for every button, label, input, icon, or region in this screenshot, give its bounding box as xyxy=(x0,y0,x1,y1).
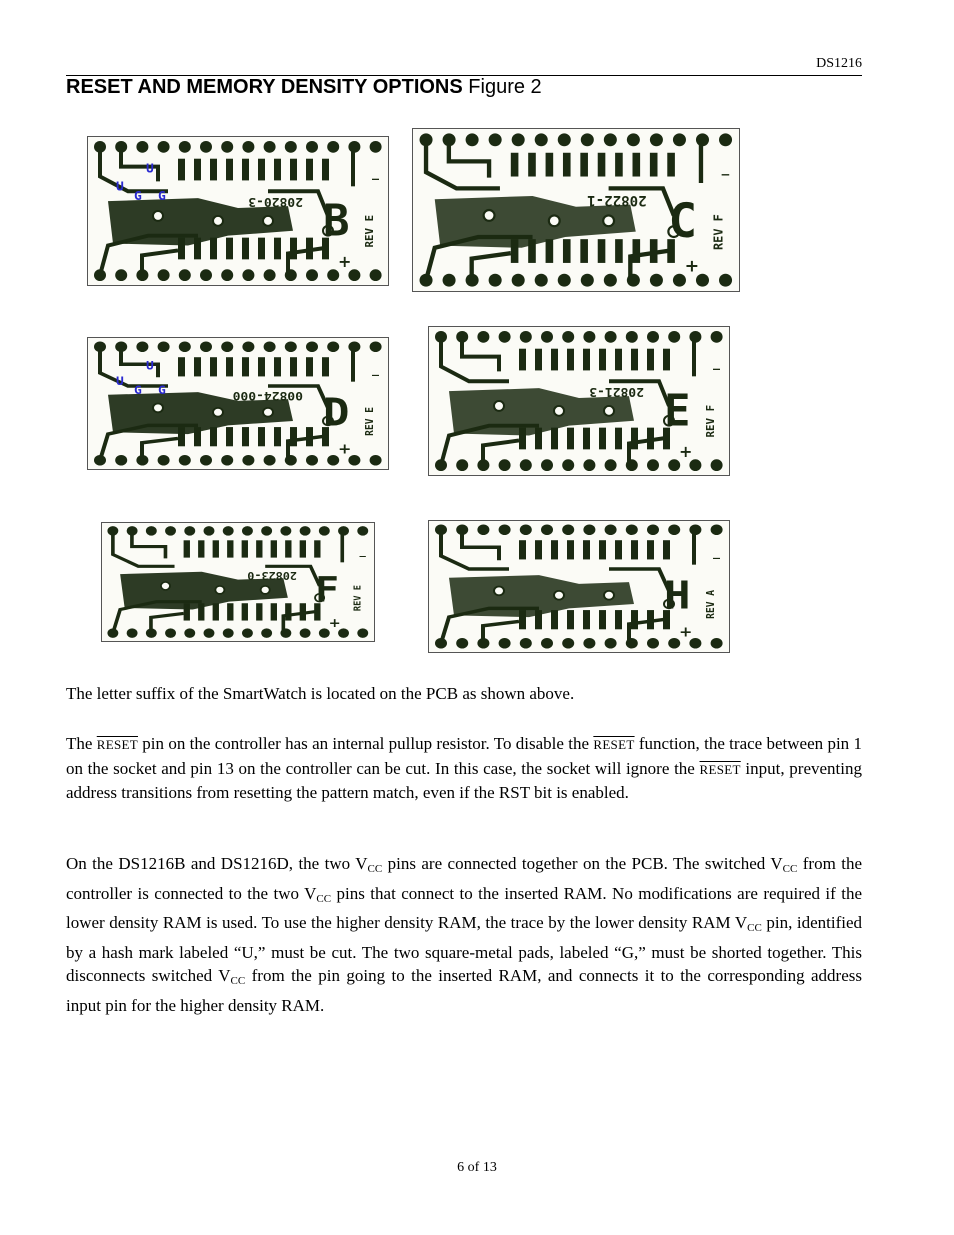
pcb-board-e xyxy=(428,326,730,476)
density-mark: U xyxy=(116,374,124,388)
density-mark: G xyxy=(158,383,166,397)
pcb-artwork xyxy=(88,137,388,285)
minus-sign: _ xyxy=(371,164,379,181)
board-part-number: 20820-3 xyxy=(248,194,303,210)
pcb-board-c xyxy=(412,128,740,292)
board-revision: REV E xyxy=(363,406,377,436)
minus-sign: _ xyxy=(713,354,720,371)
reset-signal-label: RESET xyxy=(593,737,635,752)
density-mark: G xyxy=(134,189,142,205)
figure-title-bold: RESET AND MEMORY DENSITY OPTIONS xyxy=(66,76,463,98)
density-mark: G xyxy=(158,189,166,205)
pcb-board-d xyxy=(87,337,389,470)
reset-signal-label: RESET xyxy=(96,737,138,752)
board-revision: REV E xyxy=(362,214,377,248)
board-suffix-letter: H xyxy=(664,572,691,618)
plus-sign: + xyxy=(328,615,341,631)
pcb-artwork xyxy=(429,521,729,652)
pcb-artwork xyxy=(88,338,388,469)
board-revision: REV F xyxy=(703,404,718,438)
plus-sign: + xyxy=(338,440,352,458)
plus-sign: + xyxy=(679,623,693,641)
board-suffix-letter: E xyxy=(664,385,691,437)
pcb-artwork xyxy=(102,523,374,641)
density-mark: U xyxy=(116,179,124,195)
density-mark: G xyxy=(134,383,142,397)
board-suffix-letter: B xyxy=(323,195,350,247)
figure-caption: The letter suffix of the SmartWatch is located on the PCB as shown above. xyxy=(66,684,575,703)
paragraph-reset: The RESET pin on the controller has an internal pullup resistor. To disable the RESET function, the trace between pin 1 on the socket and pin 13 on the controller can be cut. In this case, the socket will ignore the RESET input, preventing address transitions from resetting the pattern match, even if the RST bit is enabled. xyxy=(66,734,862,802)
minus-sign: _ xyxy=(721,158,730,177)
board-revision: REV E xyxy=(351,585,364,612)
page-number: 6 of 13 xyxy=(457,1160,497,1175)
figure-title xyxy=(66,76,542,99)
document-code: DS1216 xyxy=(816,56,862,71)
pcb-board-h xyxy=(428,520,730,653)
board-revision: REV F xyxy=(711,214,726,250)
pcb-artwork xyxy=(413,129,739,291)
minus-sign: _ xyxy=(372,362,379,377)
board-revision: REV A xyxy=(704,589,718,619)
board-suffix-letter: C xyxy=(668,194,698,249)
minus-sign: _ xyxy=(713,545,720,560)
pcb-artwork xyxy=(429,327,729,475)
pcb-board-f xyxy=(101,522,375,642)
paragraph-density: On the DS1216B and DS1216D, the two $V_{CC}$ pins are connected together on the PCB. The switched $V_{CC}$ from the controller is connected to the two $V_{CC}$ pins that connect to the inserted RAM. No modifications are required if the lower density RAM is used. To use the higher density RAM, the trace by the lower density RAM $V_{CC}$ pin, identified by a hash mark labeled “U,” must be cut. The two square-metal pads, labeled “G,” must be shorted together. This disconnects switched $V_{CC}$ from the pin going to the inserted RAM, and connects it to the corresponding address input pin for the higher density RAM. xyxy=(66,854,863,1015)
reset-signal-label: RESET xyxy=(699,761,741,777)
plus-sign: + xyxy=(679,442,693,462)
board-part-number: 20822-1 xyxy=(587,191,647,208)
plus-sign: + xyxy=(338,252,352,272)
density-mark: U xyxy=(146,161,154,177)
density-mark: U xyxy=(146,359,154,373)
pcb-board-b xyxy=(87,136,389,286)
plus-sign: + xyxy=(684,256,700,277)
board-part-number: 00824-000 xyxy=(232,389,303,403)
board-suffix-letter: F xyxy=(315,569,340,611)
figure-title-suffix: Figure 2 xyxy=(468,76,542,98)
board-suffix-letter: D xyxy=(323,389,350,435)
minus-sign: _ xyxy=(359,544,366,558)
board-part-number: 20823-0 xyxy=(247,568,297,582)
board-part-number: 20821-3 xyxy=(589,384,644,400)
